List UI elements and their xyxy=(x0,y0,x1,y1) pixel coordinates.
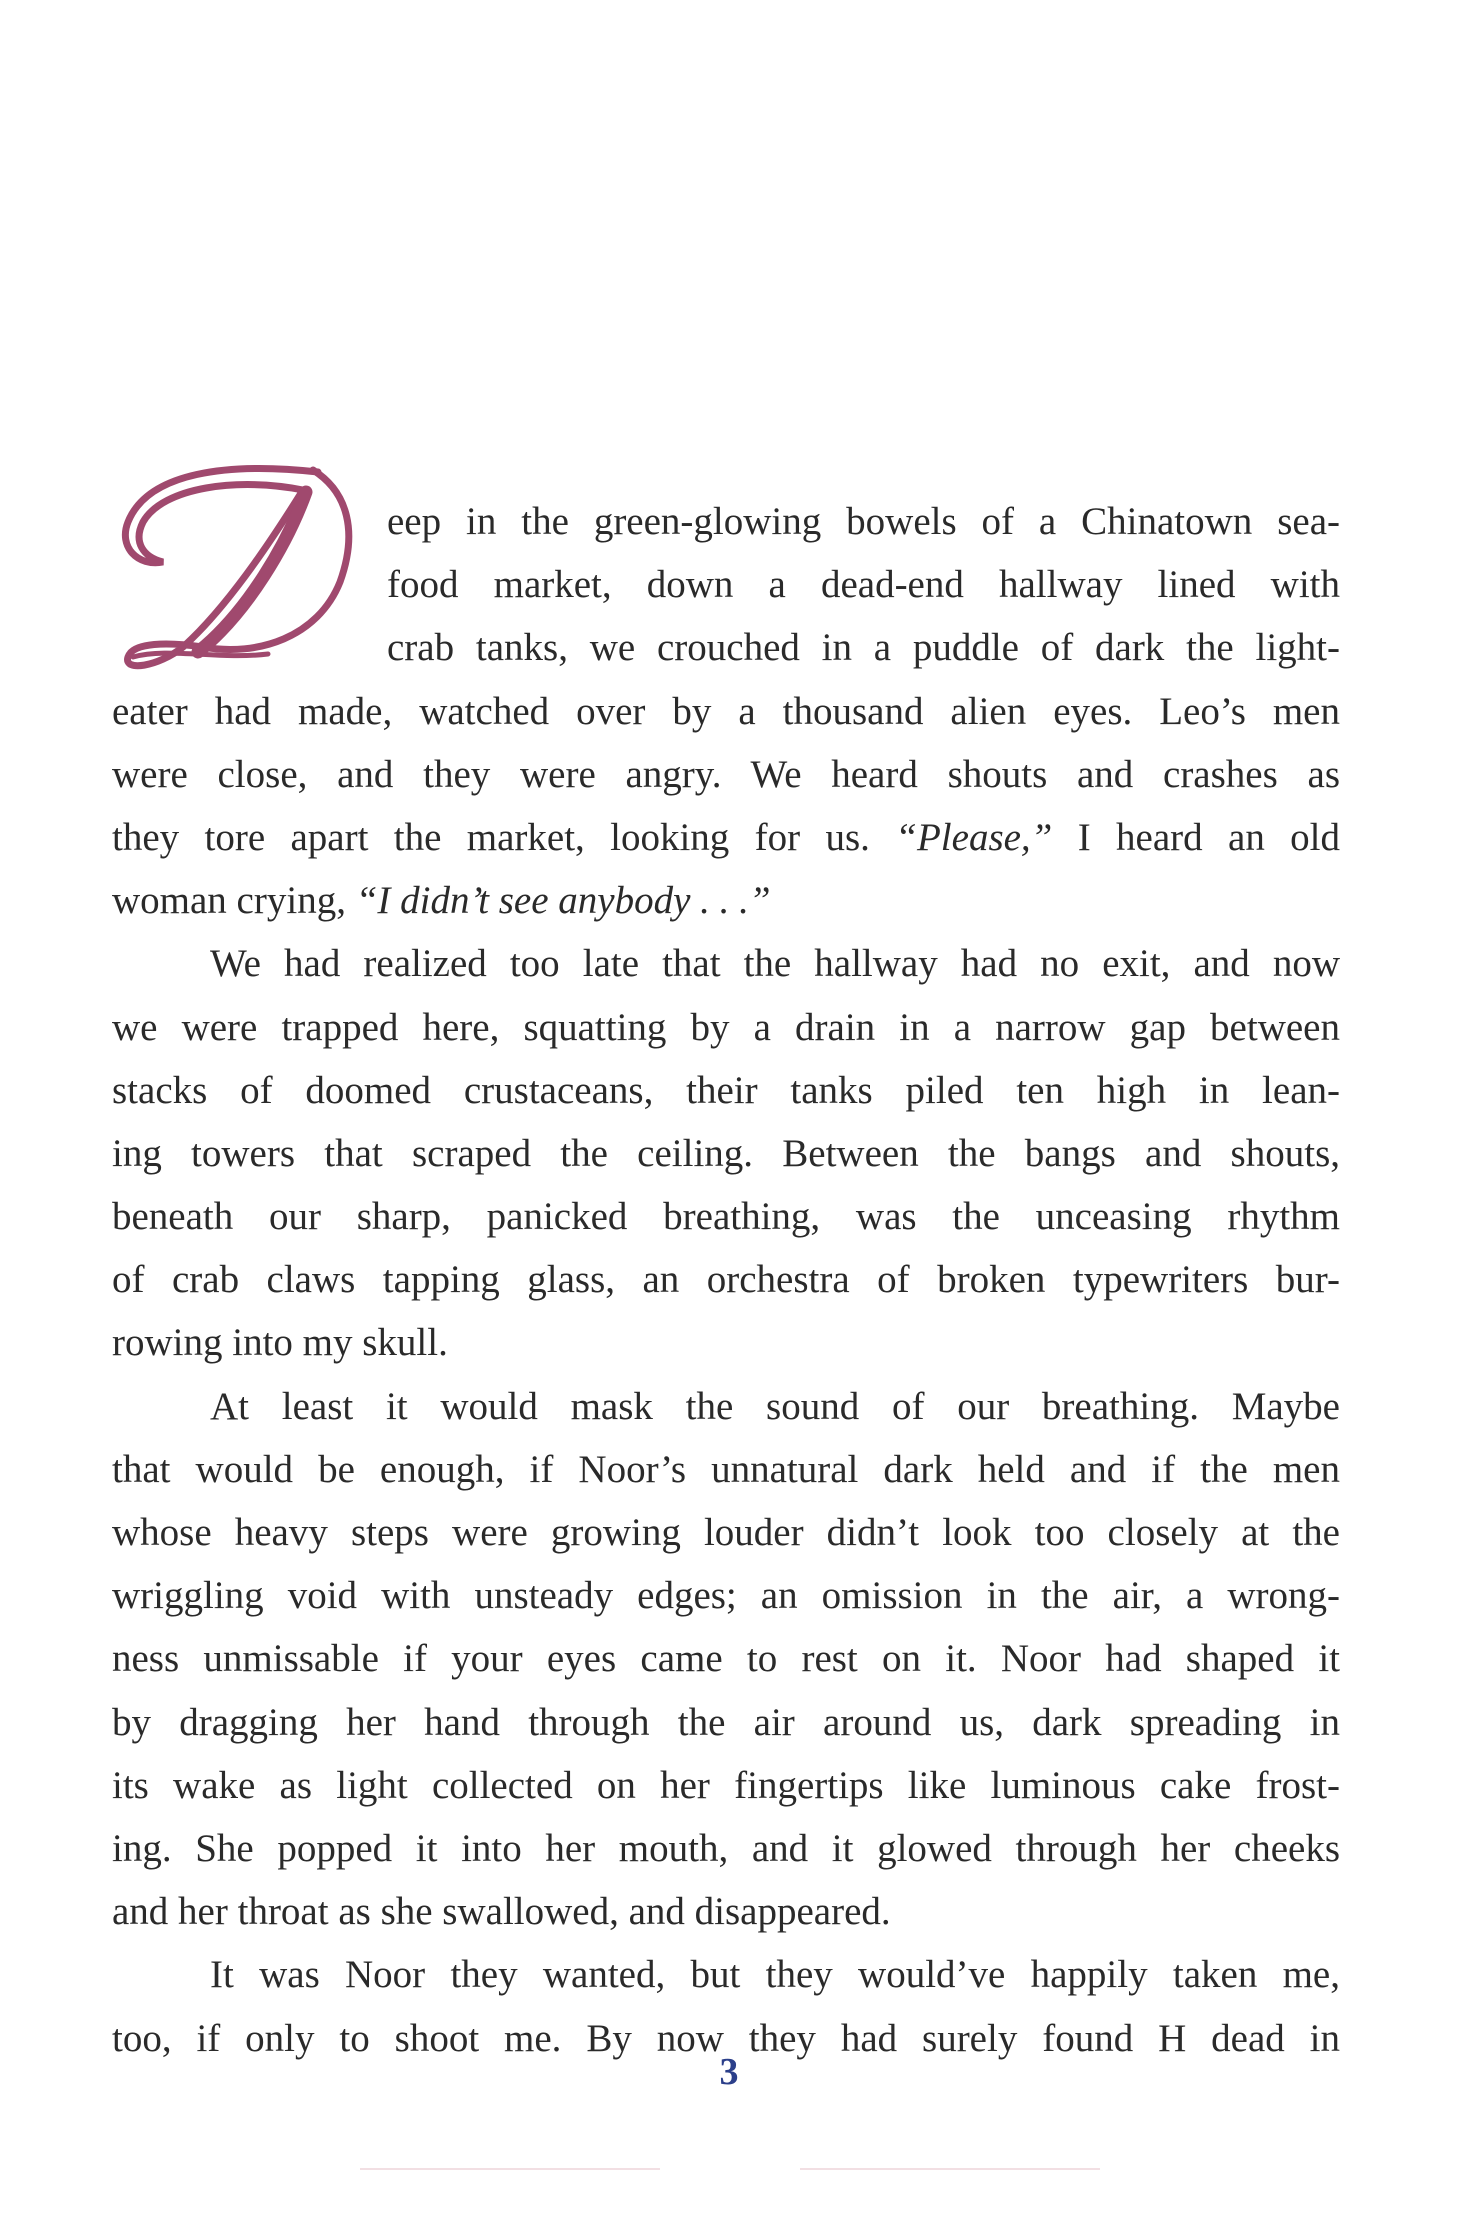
italic-dialogue: “Please,” xyxy=(895,815,1053,859)
text-line: whose heavy steps were growing louder didn’t look too closely at the xyxy=(112,1511,1340,1554)
text-line: by dragging her hand through the air around us, dark spreading in xyxy=(112,1700,1340,1744)
text-segment: I heard an old xyxy=(1052,815,1341,859)
paragraph-3 xyxy=(112,1375,1340,1944)
text-line: its wake as light collected on her fingertips like luminous cake frost- xyxy=(112,1763,1340,1807)
text-line: We had realized too late that the hallway had no exit, and now xyxy=(210,942,1340,986)
paragraph-1 xyxy=(112,490,1340,932)
text-line: ing. She popped it into her mouth, and it glowed through her cheeks xyxy=(112,1826,1340,1870)
footer-decor-left xyxy=(360,2168,660,2170)
text-line: were close, and they were angry. We heard shouts and crashes as xyxy=(112,752,1340,796)
text-line: ness unmissable if your eyes came to rest on it. Noor had shaped it xyxy=(112,1637,1340,1681)
text-line: It was Noor they wanted, but they would’ve happily taken me, xyxy=(210,1953,1340,1997)
text-line xyxy=(112,869,1340,932)
body-text xyxy=(112,490,1340,2070)
text-line xyxy=(112,806,1340,869)
text-line: that would be enough, if Noor’s unnatural dark held and if the men xyxy=(112,1447,1340,1491)
text-line: of crab claws tapping glass, an orchestra of broken typewriters bur- xyxy=(112,1258,1340,1302)
italic-dialogue: “I didn’t see anybody . . .” xyxy=(355,879,771,923)
text-line: food market, down a dead-end hallway lined with xyxy=(387,563,1340,607)
text-line: crab tanks, we crouched in a puddle of dark the light- xyxy=(387,626,1340,670)
text-line: eep in the green-glowing bowels of a Chinatown sea- xyxy=(387,500,1340,543)
text-line: rowing into my skull. xyxy=(112,1321,448,1365)
text-segment: woman crying, xyxy=(112,879,346,923)
page-number: 3 xyxy=(719,2051,739,2093)
text-line: eater had made, watched over by a thousand alien eyes. Leo’s men xyxy=(112,689,1340,733)
text-line: we were trapped here, squatting by a drain in a narrow gap between xyxy=(112,1005,1340,1049)
paragraph-2 xyxy=(112,932,1340,1374)
text-line: ing towers that scraped the ceiling. Between the bangs and shouts, xyxy=(112,1131,1340,1175)
text-segment: they tore apart the market, looking for us. xyxy=(112,815,870,859)
text-line: and her throat as she swallowed, and disappeared. xyxy=(112,1890,891,1934)
footer-decor-right xyxy=(800,2168,1100,2170)
text-line: wriggling void with unsteady edges; an omission in the air, a wrong- xyxy=(112,1574,1340,1618)
text-line: beneath our sharp, panicked breathing, was the unceasing rhythm xyxy=(112,1195,1340,1239)
text-line: At least it would mask the sound of our breathing. Maybe xyxy=(210,1384,1340,1428)
text-line: too, if only to shoot me. By now they had surely found H dead in xyxy=(112,2016,1340,2060)
text-line: stacks of doomed crustaceans, their tanks piled ten high in lean- xyxy=(112,1068,1340,1112)
